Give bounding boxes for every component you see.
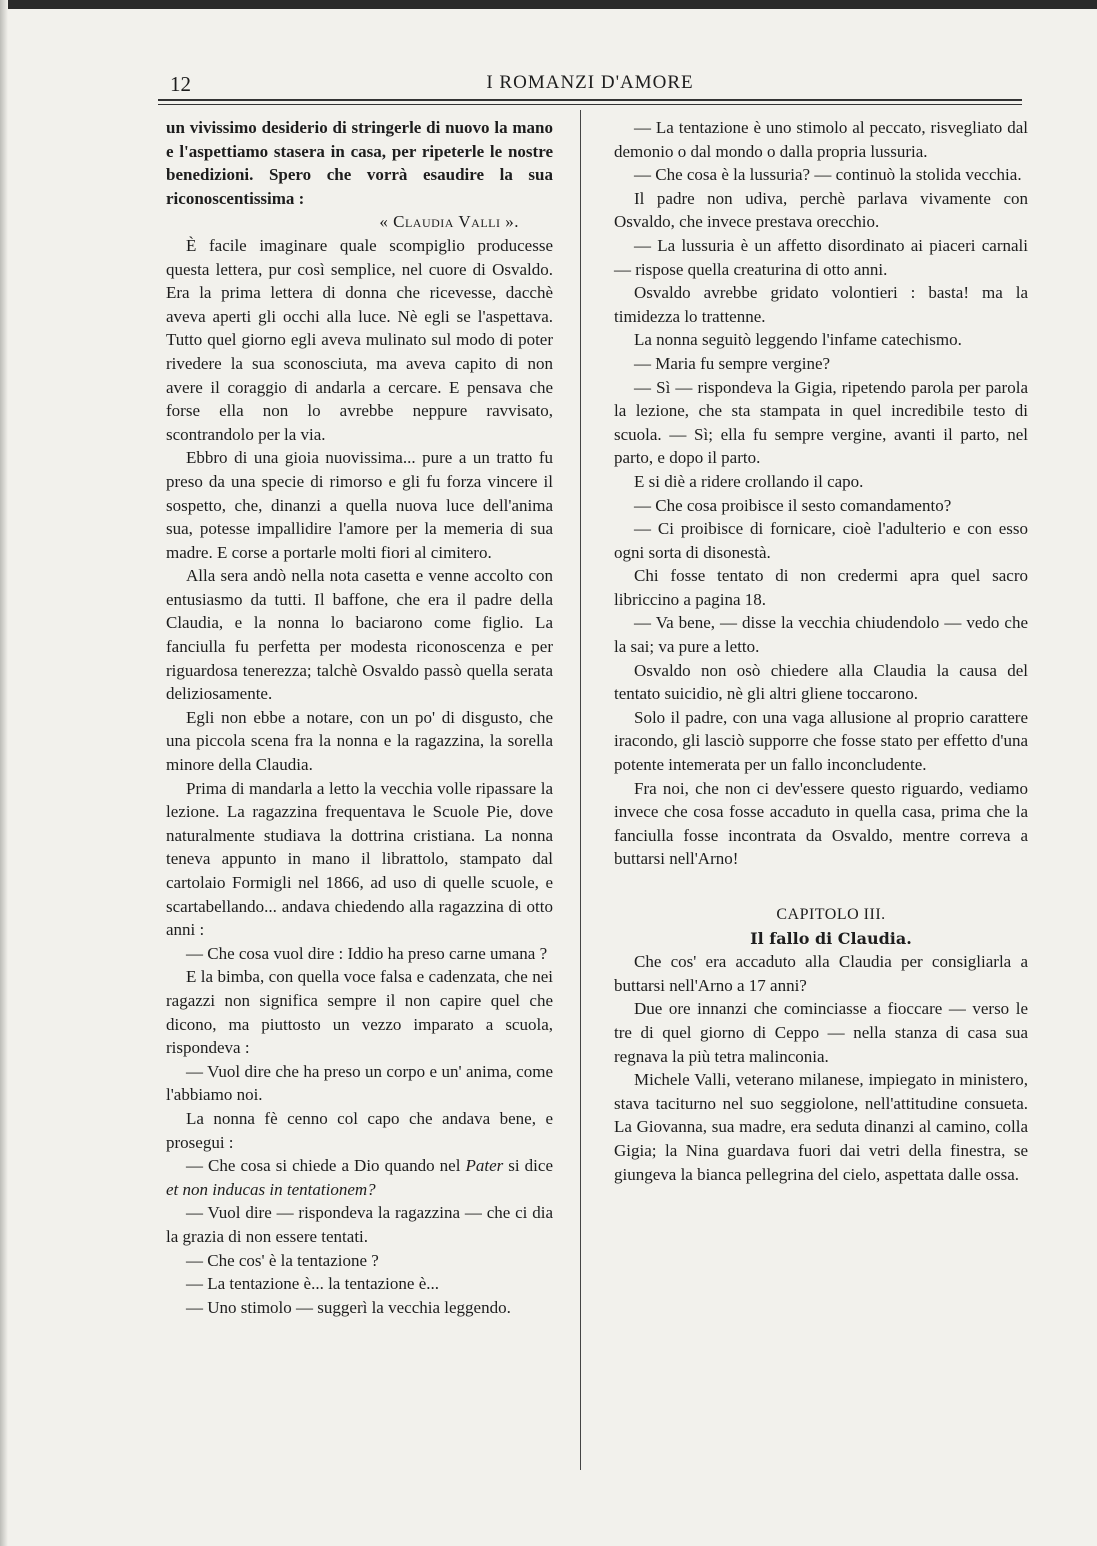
spacer <box>614 871 1028 903</box>
page-number: 12 <box>170 72 191 96</box>
paragraph: Michele Valli, veterano milanese, impiegato in ministero, stava taciturno nel suo seggiolone, nell'attitudine consueta. La Giovanna, sua madre, era seduta dinanzi al camino, colla Gigia; la Nina guardava fuori dai vetri della finestra, se giungeva la bianca pellegrina del cielo, aspettata dalle ossa. <box>614 1070 1028 1184</box>
paragraph: È facile imaginare quale scompiglio producesse questa lettera, pur così semplice, nel cuore di Osvaldo. Era la prima lettera di donna che ricevesse, dacchè aveva aperti gli occhi alla luce. Nè egli se l'aspettava. Tutto quel giorno egli aveva mulinato sul modo di poter rivedere la sua sconosciuta, ma aveva capito di non avere il coraggio di andarla a cercare. E pensava che forse ella non lo avrebbe neppure ravvisato, scontrandolo per la via. <box>166 235 553 444</box>
scan-left-edge <box>0 0 8 1546</box>
paragraph: Due ore innanzi che cominciasse a fioccare — verso le tre di quel giorno di Ceppo — nella stanza di casa sua regnava la più tetra malinconia. <box>614 999 1028 1066</box>
paragraph: Che cos' era accaduto alla Claudia per consigliarla a buttarsi nell'Arno a 17 anni? <box>614 952 1028 995</box>
left-column <box>166 116 553 1319</box>
paragraph: E si diè a ridere crollando il capo. <box>634 471 864 491</box>
page-header <box>158 72 1022 102</box>
paragraph: — Che cos' è la tentazione ? <box>186 1250 379 1270</box>
chapter-number: CAPITOLO III. <box>776 906 886 923</box>
paragraph: — La tentazione è uno stimolo al peccato, risvegliato dal demonio o dal mondo o dalla propria lussuria. <box>614 118 1028 161</box>
paragraph: Fra noi, che non ci dev'essere questo riguardo, vediamo invece che cosa fosse accaduto in quella casa, prima che la fanciulla fosse incontrata da Osvaldo, mentre correva a buttarsi nell'Arno! <box>614 778 1028 869</box>
header-rule <box>158 99 1022 101</box>
paragraph: E la bimba, con quella voce falsa e cadenzata, che nei ragazzi non significa sempre il non capire quel che dicono, ma piuttosto un vezzo imparato a scuola, rispondeva : <box>166 967 553 1058</box>
paragraph: Chi fosse tentato di non credermi apra quel sacro libriccino a pagina 18. <box>614 566 1028 609</box>
paragraph: — Che cosa proibisce il sesto comandamento? <box>634 495 952 515</box>
text-run: — Che cosa si chiede a Dio quando nel <box>186 1156 466 1176</box>
chapter-title: Il fallo di Claudia. <box>750 928 912 948</box>
italic-run: et non inducas in tentationem? <box>166 1179 376 1199</box>
paragraph: La nonna fè cenno col capo che andava bene, e prosegui : <box>166 1108 553 1152</box>
paragraph: — Che cosa vuol dire : Iddio ha preso carne umana ? <box>186 943 548 963</box>
paragraph: Prima di mandarla a letto la vecchia volle ripassare la lezione. La ragazzina frequentava le Scuole Pie, dove naturalmente studiava la dottrina cristiana. La nonna teneva appunto in mano il librattolo, stampato dal cartolaio Formigli nel 1866, ad uso di quelle scuole, e scartabellando... andava chiedendo alla ragazzina di otto anni : <box>166 778 553 940</box>
column-divider <box>580 110 581 1470</box>
right-column <box>614 116 1028 1186</box>
paragraph: — Uno stimolo — suggerì la vecchia leggendo. <box>186 1297 511 1317</box>
paragraph: Osvaldo avrebbe gridato volontieri : basta! ma la timidezza lo trattenne. <box>614 283 1028 326</box>
paragraph: — Vuol dire che ha preso un corpo e un' anima, come l'abbiamo noi. <box>166 1061 553 1105</box>
paragraph: — Che cosa è la lussuria? — continuò la stolida vecchia. <box>634 165 1022 185</box>
paragraph: Alla sera andò nella nota casetta e venne accolto con entusiasmo da tutti. Il baffone, che era il padre della Claudia, e la nonna lo baciarono come figlio. La fanciulla fu perfetta per modesta riconoscenza e per riguardosa tenerezza; talchè Osvaldo passò quella serata deliziosamente. <box>166 566 553 704</box>
header-rule-thin <box>158 104 1022 105</box>
paragraph: Ebbro di una gioia nuovissima... pure a un tratto fu preso da una specie di rimorso e gli fu forza vincere il sospetto, che, dinanzi a quella nuova luce dell'anima sua, potesse impallidire l'amore per la memeria di sua madre. E corse a portarle molti fiori al cimitero. <box>166 448 553 562</box>
paragraph: — Vuol dire — rispondeva la ragazzina — che ci dia la grazia di non essere tentati. <box>166 1203 553 1246</box>
paragraph: un vivissimo desiderio di stringerle di nuovo la mano e l'aspettiamo stasera in casa, per ripeterle le nostre benedizioni. Spero che vorrà esaudire la sua riconoscentissima : <box>166 118 553 208</box>
running-title: I ROMANZI D'AMORE <box>486 72 694 93</box>
paragraph: — Va bene, — disse la vecchia chiudendolo — vedo che la sai; va pure a letto. <box>614 613 1028 657</box>
paragraph: Egli non ebbe a notare, con un po' di disgusto, che una piccola scena fra la nonna e la ragazzina, la sorella minore della Claudia. <box>166 707 553 775</box>
paragraph: — Sì — rispondeva la Gigia, ripetendo parola per parola la lezione, che sta stampata in quel incredibile testo di scuola. — Sì; ella fu sempre vergine, avanti il parto, nel parto, e dopo il parto. <box>614 377 1028 468</box>
paragraph: Il padre non udiva, perchè parlava vivamente con Osvaldo, che invece prestava orecchio. <box>614 188 1028 232</box>
italic-run: Pater <box>465 1156 504 1176</box>
paragraph: — La tentazione è... la tentazione è... <box>186 1274 439 1294</box>
paragraph: — Maria fu sempre vergine? <box>634 353 831 373</box>
paragraph: Osvaldo non osò chiedere alla Claudia la causa del tentato suicidio, nè gli altri gliene toccarono. <box>614 660 1028 704</box>
paragraph: — La lussuria è un affetto disordinato ai piaceri carnali — rispose quella creaturina di otto anni. <box>614 235 1028 279</box>
paragraph: — Ci proibisce di fornicare, cioè l'adulterio e con esso ogni sorta di disonestà. <box>614 519 1028 562</box>
letter-signature: « Claudia Valli ». <box>379 212 519 232</box>
paragraph: La nonna seguitò leggendo l'infame catechismo. <box>634 330 962 350</box>
scan-top-border <box>0 0 1097 9</box>
text-run: si dice <box>503 1156 553 1176</box>
paragraph: Solo il padre, con una vaga allusione al proprio carattere iracondo, gli lasciò supporre che fosse stato per effetto d'una potente intemerata per un fallo inconcludente. <box>614 707 1028 775</box>
paragraph <box>166 1154 553 1201</box>
